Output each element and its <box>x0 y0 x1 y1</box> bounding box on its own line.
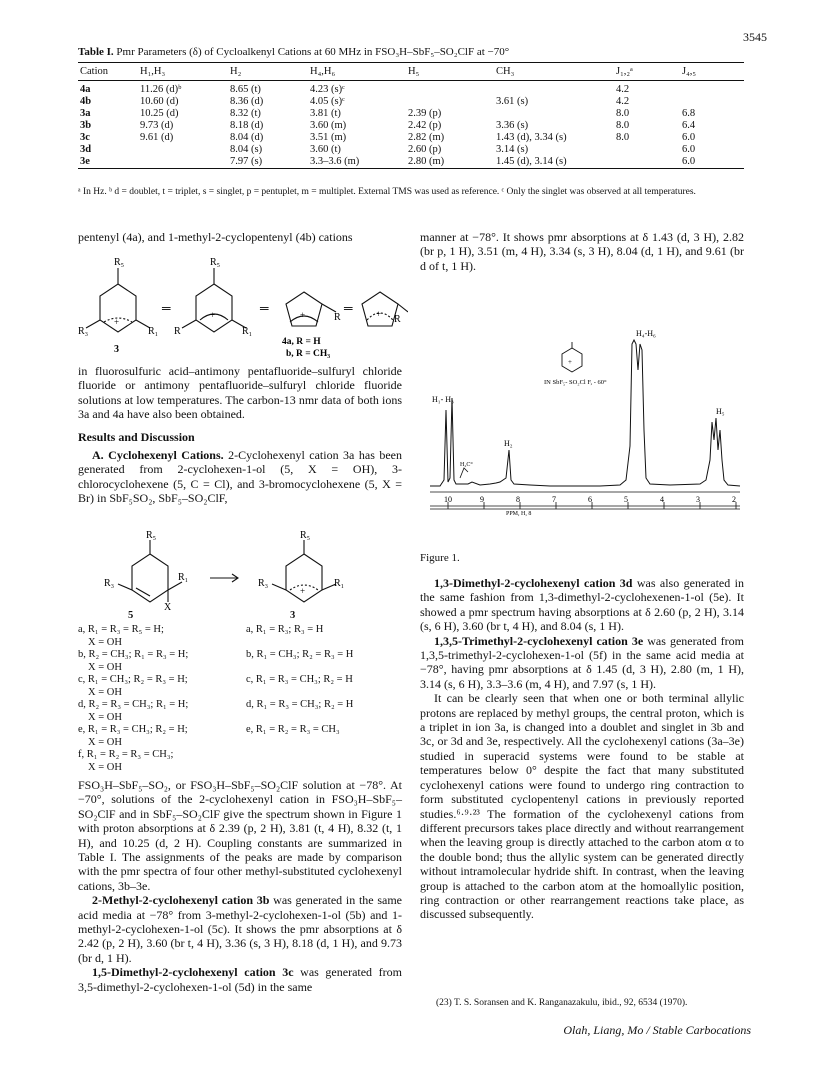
table-cell: 6.8 <box>682 108 696 119</box>
left-p5 <box>78 965 402 994</box>
table-cell <box>680 96 744 108</box>
axis-ticks <box>444 495 736 509</box>
table-cell: 3d <box>80 144 92 155</box>
s2-plus: + <box>210 310 216 320</box>
table-cell: 6.0 <box>682 144 696 155</box>
left-p2-text: 2-Cyclohexenyl cation 3a has been generated from 2-cyclohexen-1-ol (5, X = OH), 3-chlorocyclohexene (5, C = Cl), and 3-bromocyclohexene (5, X = Br) in SbF₅SO₂, SbF₅–SO₂ClF, <box>78 448 402 506</box>
r3-left: R₃ <box>104 578 115 589</box>
eq-sign-2: ═ <box>260 301 269 315</box>
substituent-line: X = OH <box>88 761 122 773</box>
substituent-line: b, R₁ = CH₃; R₂ = R₃ = H <box>246 649 354 660</box>
page-number: 3545 <box>743 30 767 44</box>
table-cell: 2.39 (p) <box>408 108 442 119</box>
r1-right: R₁ <box>334 578 345 589</box>
table-cell: 3.36 (s) <box>496 120 529 131</box>
spectrum-trace <box>430 340 740 486</box>
table-cell: 4.2 <box>616 84 630 95</box>
left-column-bottom <box>78 778 402 994</box>
section-a-heading: A. Cyclohexenyl Cations. <box>92 448 224 463</box>
substituent-line: X = OH <box>88 686 122 698</box>
table-body <box>78 81 744 169</box>
heading-3d: 1,3-Dimethyl-2-cyclohexenyl cation 3d <box>434 576 633 590</box>
right-column-top <box>420 230 744 273</box>
right-p3: It can be clearly seen that when one or both terminal allylic protons are replaced by methyl groups, the central proton, which is a triplet in ion 3a, is changed into a doublet and singlet in 3b and 3c, or 3d and 3e, respectively. All the cyclohexenyl cations (3a–3e) studied in superacid systems were found to be stable at temperatures below 0° despite the fact that many substituted cyclohexenyl cations were found to undergo ring contraction to form substituted cyclopentenyl cations in previously reported studies.⁶·⁹·²³ The formation of the cyclohexenyl cations from different precursors takes place directly and without rearrangement when the leaving group is directly attached to the carbon atom α to the double bond; thus the allylic system can be generated directly without intramolecular hydride shift. In contrast, when the leaving group is attached to the carbon atom at the homoallylic position, ring contraction or other rearrangement reactions take place, as discussed subsequently. <box>420 691 744 922</box>
table-cell <box>680 81 744 97</box>
running-footer: Olah, Liang, Mo / Stable Carbocations <box>563 1023 751 1037</box>
right-p2-text: was generated from 1,3,5-trimethyl-2-cyclohexen-1-ol (5f) in the same acid media at −78°, having pmr absorptions at δ 1.45 (d, 3 H), 2.80 (m, 1 H), 3.14 (s, 6 H), 3.3–3.6 (m, 4 H), and 7.97 (s, 1 H). <box>420 633 744 691</box>
label-side: H₂C° <box>460 462 473 468</box>
num-3: 3 <box>290 610 296 621</box>
label-h4-h6: H₄-H₆ <box>636 329 656 338</box>
s3-plus: + <box>300 310 306 320</box>
pmr-table <box>78 62 744 169</box>
r3-right: R₃ <box>258 578 269 589</box>
substituent-line: d, R₁ = R₃ = CH₃; R₂ = H <box>246 699 354 710</box>
table-cell: 7.97 (s) <box>228 156 308 169</box>
solvent-label: IN SbF₅- SO₂Cl F, - 60° <box>544 379 607 386</box>
table-cell: 3.51 (m) <box>310 132 347 143</box>
s2-r5: R₅ <box>210 257 221 268</box>
left-column-main <box>78 364 402 506</box>
label-h1-h3: H₁- H₃ <box>432 395 454 404</box>
axis-tick-label: 3 <box>696 495 700 504</box>
table-cell: 6.0 <box>680 156 744 169</box>
table-cell: 1.43 (d), 3.34 (s) <box>496 132 567 143</box>
s3-r: R <box>334 312 341 323</box>
r1-left: R₁ <box>178 572 189 583</box>
table-cell: 8.0 <box>616 132 630 143</box>
right-p1-text: was also generated in the same fashion from 1,3-dimethyl-2-cyclohexenen-1-ol (5e). It showed a pmr spectrum having absorptions at δ 2.60 (p, 2 H), 3.14 (s, 6 H), 3.60 (br t, 4 H), and 8.04 (s, 1 H). <box>420 576 744 634</box>
heading-3e: 1,3,5-Trimethyl-2-cyclohexenyl cation 3e <box>434 633 644 648</box>
substituent-line: a, R₁ = R₃ = R₅ = H; <box>78 624 164 635</box>
table-cell: 8.18 (d) <box>230 120 264 131</box>
table-cell: 4.05 (s)ᶜ <box>310 96 345 107</box>
table-cell: 3.60 (m) <box>310 120 347 131</box>
inset-structure <box>562 342 582 372</box>
axis-tick-label: 8 <box>516 495 520 504</box>
substituent-line: X = OH <box>88 636 122 648</box>
table-caption-label: Table I. <box>78 46 114 58</box>
substituent-line: e, R₁ = R₂ = R₃ = CH₃ <box>246 724 340 735</box>
table-header-cell: J₄,₅ <box>680 63 744 81</box>
table-row <box>78 132 744 144</box>
r5-right: R₅ <box>300 530 311 541</box>
substituent-line: a, R₁ = R₃; R₃ = H <box>246 624 324 635</box>
left-p3: FSO₃H–SbF₅–SO₂, or FSO₃H–SbF₅–SO₂ClF solution at −78°. At −70°, solutions of the 2-cyclohexenyl cation in FSO₃H–SbF₅–SO₂ClF and in SbF₅–SO₂ClF give the spectrum shown in Figure 1 with proton absorptions at δ 2.39 (p, 2 H), 3.81 (t, 4 H), 8.32 (t, 1 H), and 10.25 (d, 2 H). Coupling constants are summarized in Table I. The assignments of the peaks are made by comparison with the pmr spectra of four other methyl-substituted cyclohexenyl cations, 3b–3e. <box>78 778 402 893</box>
table-cell: 1.45 (d), 3.14 (s) <box>494 156 614 169</box>
substituent-list-5 <box>78 624 250 774</box>
s4-r: R <box>394 314 401 325</box>
table-cell: 4a <box>80 84 91 95</box>
table-row <box>78 120 744 132</box>
table-cell: 8.04 (d) <box>230 132 264 143</box>
substituent-line: c, R₁ = R₃ = CH₃; R₂ = H <box>246 674 353 685</box>
table-cell: 6.0 <box>682 132 696 143</box>
s2-r: R <box>174 326 181 337</box>
table-cell: 3.14 (s) <box>496 144 529 155</box>
s1-r1: R₁ <box>148 326 159 337</box>
inset-plus: + <box>568 358 572 366</box>
table-cell: 4.23 (s)ᶜ <box>310 84 345 95</box>
s2-r1: R₁ <box>242 326 253 337</box>
s1-num: 3 <box>114 344 119 355</box>
table-cell: 8.36 (d) <box>230 96 264 107</box>
left-p5-text: was generated from 3,5-dimethyl-2-cyclohexen-1-ol (5d) in the same <box>78 965 403 994</box>
table-caption-text: Pmr Parameters (δ) of Cycloalkenyl Cations at 60 MHz in FSO₃H–SbF₅–SO₂ClF at −70° <box>116 46 510 58</box>
substituent-line: f, R₁ = R₂ = R₃ = CH₃; <box>78 749 174 760</box>
results-heading: Results and Discussion <box>78 429 195 444</box>
table-row <box>78 156 744 169</box>
table-cell: 10.25 (d) <box>140 108 179 119</box>
table-cell <box>494 81 614 97</box>
left-p4 <box>78 893 402 965</box>
table-cell: 8.0 <box>616 108 630 119</box>
label-h5: H₅ <box>716 407 725 416</box>
table-cell <box>614 156 680 169</box>
s1-r3: R₃ <box>78 326 89 337</box>
table-cell: 3c <box>80 132 90 143</box>
table-footnote: ᵃ In Hz. ᵇ d = doublet, t = triplet, s = singlet, p = pentuplet, m = multiplet. External TMS was used as reference. ᶜ Only the singlet was observed at all temperatures. <box>78 187 696 197</box>
substituent-line: e, R₁ = R₃ = CH₃; R₂ = H; <box>78 724 188 735</box>
reaction-5-to-3-diagram <box>90 530 390 610</box>
table-cell: 3.60 (t) <box>310 144 341 155</box>
heading-3c: 1,5-Dimethyl-2-cyclohexenyl cation 3c <box>92 965 294 980</box>
right-p1 <box>420 576 744 634</box>
structure-3-4-diagram <box>78 252 408 362</box>
table-cell: 3.81 (t) <box>310 108 341 119</box>
x-label: X <box>164 602 172 610</box>
label-4a: 4a, R = H <box>282 337 321 347</box>
left-p0: pentenyl (4a), and 1-methyl-2-cyclopentenyl (4b) cations <box>78 230 353 244</box>
table-header-cell: J₁,₂ᵃ <box>614 63 680 81</box>
table-cell: 10.60 (d) <box>140 96 179 107</box>
right-p0: manner at −78°. It shows pmr absorptions at δ 1.43 (d, 3 H), 2.82 (br p, 1 H), 3.51 (m, 4 H), 3.34 (s, 3 H), 8.04 (d, 1 H), and 9.61 (br d of t, 1 H). <box>420 230 744 273</box>
s4-plus: + <box>376 309 382 319</box>
figure-1-spectrum <box>420 310 748 540</box>
substituent-line: X = OH <box>88 736 122 748</box>
table-header-cell: H₁,H₃ <box>138 63 228 81</box>
table-cell: 8.0 <box>616 120 630 131</box>
table-header-cell: H₅ <box>406 63 494 81</box>
right-p2 <box>420 634 744 692</box>
table-header-cell: CH₃ <box>494 63 614 81</box>
reference-23: (23) T. S. Soransen and K. Ranganazakulu, ibid., 92, 6534 (1970). <box>436 998 688 1008</box>
table-row <box>78 81 744 97</box>
heading-3b: 2-Methyl-2-cyclohexenyl cation 3b <box>92 893 270 908</box>
s1-plus: + <box>114 317 120 327</box>
substituent-list-3 <box>246 624 404 749</box>
eq-sign-1: ═ <box>162 301 171 315</box>
substituent-line: X = OH <box>88 661 122 673</box>
substituent-line: c, R₁ = CH₃; R₂ = R₃ = H; <box>78 674 188 685</box>
substituent-line: b, R₂ = CH₃; R₁ = R₃ = H; <box>78 649 189 660</box>
axis-tick-label: 10 <box>444 495 452 504</box>
label-h2: H₂ <box>504 439 513 448</box>
left-p1: in fluorosulfuric acid–antimony pentafluoride–sulfuryl chloride fluoride or antimony pentafluoride–sulfuryl chloride fluoride solutions at low temperatures. The carbon-13 nmr data of both ions 3a and 4a have also been obtained. <box>78 364 402 422</box>
axis-unit: PPM, H, 8 <box>506 511 532 517</box>
table-cell: 3e <box>78 156 138 169</box>
table-cell <box>614 144 680 156</box>
table-cell: 6.4 <box>682 120 696 131</box>
table-header-cell: H₄,H₆ <box>308 63 406 81</box>
table-cell <box>138 144 228 156</box>
table-cell: 9.73 (d) <box>140 120 174 131</box>
left-column-top <box>78 230 402 244</box>
table-cell: 3.61 (s) <box>496 96 529 107</box>
num-5: 5 <box>128 610 134 621</box>
table-cell: 3b <box>80 120 92 131</box>
label-4b: b, R = CH₃ <box>286 349 331 359</box>
table-cell: 8.65 (t) <box>230 84 261 95</box>
eq-sign-3: ═ <box>344 301 353 315</box>
table-cell: 3a <box>80 108 91 119</box>
table-header-row <box>78 63 744 81</box>
table-header-cell: Cation <box>78 63 138 81</box>
axis-tick-label: 4 <box>660 495 664 504</box>
table-cell: 2.60 (p) <box>408 144 442 155</box>
left-p4-text: was generated in the same acid media at −78° from 3-methyl-2-cyclohexen-1-ol (5b) and 1-methyl-2-cyclohexen-1-ol (5c). It shows the pmr absorptions at δ 2.42 (p, 2 H), 3.60 (br t, 4 H), 3.36 (s, 3 H), 8.18 (d, 1 H), and 9.73 (br d, 1 H). <box>78 893 402 965</box>
right-column-main <box>420 576 744 922</box>
table-row <box>78 108 744 120</box>
table-cell: 11.26 (d)ᵇ <box>140 84 182 95</box>
table-cell <box>138 156 228 169</box>
axis-tick-label: 5 <box>624 495 628 504</box>
r5-left: R₅ <box>146 530 157 541</box>
table-cell: 4.2 <box>616 96 630 107</box>
table-cell: 2.80 (m) <box>406 156 494 169</box>
table-cell: 4b <box>80 96 92 107</box>
table-cell: 9.61 (d) <box>140 132 174 143</box>
table-header-cell: H₂ <box>228 63 308 81</box>
table-cell: 2.42 (p) <box>408 120 442 131</box>
table-cell: 3.3–3.6 (m) <box>308 156 406 169</box>
substituent-line: d, R₂ = R₃ = CH₃; R₁ = H; <box>78 699 189 710</box>
table-cell: 2.82 (m) <box>408 132 445 143</box>
table-cell: 8.04 (s) <box>230 144 263 155</box>
left-p2 <box>78 448 402 506</box>
plus-right: + <box>300 586 306 596</box>
axis-tick-label: 7 <box>552 495 556 504</box>
table-cell: 8.32 (t) <box>230 108 261 119</box>
table-cell <box>494 108 614 120</box>
table-row <box>78 144 744 156</box>
s1-r5: R₅ <box>114 257 125 268</box>
table-caption <box>78 46 509 58</box>
figure-caption: Figure 1. <box>420 552 460 564</box>
table-row <box>78 96 744 108</box>
axis-tick-label: 9 <box>480 495 484 504</box>
axis-tick-label: 6 <box>588 495 592 504</box>
axis-tick-label: 2 <box>732 495 736 504</box>
substituent-line: X = OH <box>88 711 122 723</box>
